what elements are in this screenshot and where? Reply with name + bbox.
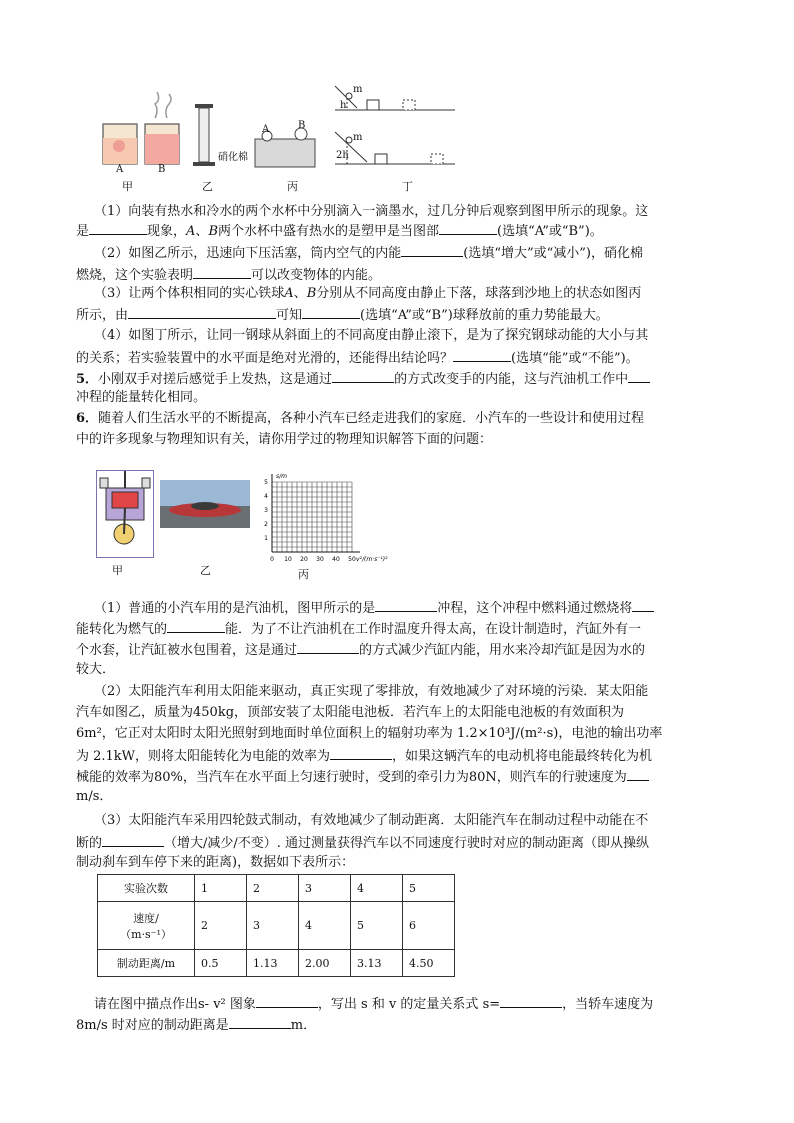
- caption-ding: 丁: [402, 180, 413, 193]
- figure-row-experiments: [95, 84, 475, 196]
- solar-car-photo: [160, 480, 250, 528]
- q6-p3-line2: 断的 （增大/减少/不变）. 通过测量获得汽车以不同速度行驶时对应的制动距离（即从操纵: [76, 833, 649, 853]
- q6-p1-line2: 能转化为燃气的 能．为了不让汽油机在工作时温度升得太高，在设计制造时，汽缸外有一: [76, 619, 641, 639]
- beaker-b: [145, 92, 179, 164]
- piston-cylinder: [193, 104, 215, 166]
- s-v2-graph: [258, 470, 393, 566]
- table-header-trial: 实验次数: [98, 875, 195, 902]
- table-header-distance: 制动距离/m: [98, 950, 195, 977]
- q5-line1: 5．小刚双手对搓后感觉手上发热，这是通过 的方式改变手的内能，这与汽油机工作中: [76, 369, 650, 389]
- x-tick-label: 30: [316, 556, 324, 563]
- blank-kinetic-change[interactable]: [102, 833, 164, 847]
- blank-method[interactable]: [193, 265, 251, 279]
- y-tick-label: 4: [264, 493, 268, 500]
- q6-p2-line1: （2）太阳能汽车利用太阳能来驱动，真正实现了零排放，有效地减少了对环境的污染．某太阳能: [94, 684, 649, 699]
- blank-heat-method[interactable]: [297, 640, 359, 654]
- q6-p2-line4: 为 2.1kW，则将太阳能转化为电能的效率为 ，如果这辆汽车的电动机将电能最终转化为机: [76, 746, 652, 766]
- q6-p3-line3: 制动刹车到车停下来的距离)，数据如下表所示：: [76, 855, 355, 870]
- label-ball-b: B: [298, 120, 306, 131]
- q4-p3-line2: 所示，由 可知 (选填“A”或“B”)球释放前的重力势能最大。: [76, 305, 609, 325]
- x-tick-label: 0: [270, 556, 274, 563]
- caption-q6-bing: 丙: [298, 568, 309, 581]
- q6-final-line1: 请在图中描点作出s- v² 图象 ，写出 s 和 v 的定量关系式 s= ，当轿车速度为: [94, 994, 653, 1014]
- x-tick-label: 10: [284, 556, 292, 563]
- blank-internal-energy[interactable]: [401, 243, 463, 257]
- label-m1: m: [353, 84, 363, 95]
- blank-hot-water[interactable]: [439, 221, 497, 235]
- label-m2: m: [353, 132, 363, 143]
- caption-jia: 甲: [122, 180, 133, 193]
- label-2h: 2h: [336, 150, 349, 161]
- label-h: h: [340, 100, 347, 111]
- table-row: 实验次数 1 2 3 4 5: [98, 875, 455, 902]
- caption-bing: 丙: [287, 180, 298, 193]
- q6-p2-line3: 6m²，它正对太阳时太阳光照射到地面时单位面积上的辐射功率为 1.2×10³J/(m²·s)，电池的输出功率: [76, 726, 663, 741]
- blank-stroke[interactable]: [375, 598, 437, 612]
- x-axis-label: v²/(m·s⁻¹)²: [356, 556, 388, 563]
- q6-p2-line2: 汽车如图乙，质量为450kg，顶部安装了太阳能电池板．若汽车上的太阳能电池板的有效面积为: [76, 705, 625, 720]
- engine-diagram: [96, 470, 154, 558]
- q6-intro-line2: 中的许多现象与物理知识有关，请你用学过的物理知识解答下面的问题：: [76, 432, 493, 447]
- label-ball-a: A: [262, 124, 270, 135]
- y-tick-label: 2: [264, 521, 268, 528]
- q6-p2-line5: 械能的效率为80%，当汽车在水平面上匀速行驶时，受到的牵引力为80N，则汽车的行驶速度为: [76, 767, 649, 787]
- q4-p2-line2: 燃烧，这个实验表明 可以改变物体的内能。: [76, 265, 381, 285]
- q6-p1-line1: （1）普通的小汽车用的是汽油机，图甲所示的是 冲程，这个冲程中燃料通过燃烧将: [94, 598, 654, 618]
- label-cotton: 硝化棉: [218, 152, 248, 163]
- label-beaker-b: B: [158, 164, 166, 175]
- label-beaker-a: A: [116, 164, 124, 175]
- blank-efficiency[interactable]: [330, 746, 392, 760]
- y-tick-label: 3: [264, 507, 268, 514]
- blank-energy-to[interactable]: [167, 619, 225, 633]
- q4-p1-line2: 是 现象，A、B两个水杯中盛有热水的是塑甲是当图部 (选填“A”或“B”)。: [76, 221, 603, 241]
- q4-p3-line1: （3）让两个体积相同的实心铁球A、B分别从不同高度由静止下落，球落到沙地上的状态如图丙: [94, 286, 642, 301]
- q6-p2-line6: m/s．: [76, 789, 113, 804]
- y-axis-label: s/m: [276, 473, 287, 480]
- x-tick-label: 50: [348, 556, 356, 563]
- y-tick-label: 1: [264, 535, 268, 542]
- q6-p3-line1: （3）太阳能汽车采用四轮鼓式制动，有效地减少了制动距离．太阳能汽车在制动过程中动能在不: [94, 813, 649, 828]
- caption-yi: 乙: [202, 180, 213, 193]
- blank-q5-stroke[interactable]: [628, 369, 650, 383]
- q4-p4-line2: 的关系；若实验装置中的水平面是绝对光滑的，还能得出结论吗？ (选填“能”或“不能”)。: [76, 348, 639, 368]
- blank-phenomenon[interactable]: [89, 221, 147, 235]
- beaker-a: [103, 124, 137, 164]
- x-tick-label: 20: [300, 556, 308, 563]
- q4-p1-line1: （1）向装有热水和冷水的两个水杯中分别滴入一滴墨水，过几分钟后观察到图甲所示的现象。这: [94, 204, 649, 219]
- q5-line2: 冲程的能量转化相同。: [76, 390, 207, 405]
- blank-q5-method[interactable]: [332, 369, 394, 383]
- blank-formula[interactable]: [500, 994, 562, 1008]
- q6-intro-line1: 6．随着人们生活水平的不断提高，各种小汽车已经走进我们的家庭．小汽车的一些设计和使用过程: [76, 411, 645, 426]
- blank-conclusion[interactable]: [453, 348, 511, 362]
- table-row: 制动距离/m 0.5 1.13 2.00 3.13 4.50: [98, 950, 455, 977]
- blank-evidence[interactable]: [128, 305, 276, 319]
- caption-q6-jia: 甲: [112, 564, 123, 577]
- table-header-speed: 速度/ （m·s⁻¹）: [98, 902, 195, 950]
- q6-p1-line3: 个水套，让汽缸被水包围着，这是通过 的方式减少汽缸内能，用水来冷却汽缸是因为水的: [76, 640, 645, 660]
- y-tick-label: 5: [264, 479, 268, 486]
- q4-p4-line1: （4）如图丁所示，让同一钢球从斜面上的不同高度由静止滚下，是为了探究钢球动能的大小与其: [94, 328, 649, 343]
- q6-final-line2: 8m/s 时对应的制动距离是 m．: [76, 1015, 316, 1035]
- braking-data-table: [97, 874, 455, 977]
- blank-speed[interactable]: [627, 767, 649, 781]
- caption-q6-yi: 乙: [200, 564, 211, 577]
- blank-ball[interactable]: [302, 305, 360, 319]
- blank-energy-from[interactable]: [632, 598, 654, 612]
- x-tick-label: 40: [332, 556, 340, 563]
- table-row: 速度/ （m·s⁻¹） 2 3 4 5 6: [98, 902, 455, 950]
- blank-distance[interactable]: [229, 1015, 291, 1029]
- blank-graph[interactable]: [256, 994, 318, 1008]
- q6-p1-line4: 较大．: [76, 662, 116, 677]
- q4-p2-line1: （2）如图乙所示，迅速向下压活塞，筒内空气的内能 (选填“增大”或“减小”)，硝化棉: [94, 243, 643, 263]
